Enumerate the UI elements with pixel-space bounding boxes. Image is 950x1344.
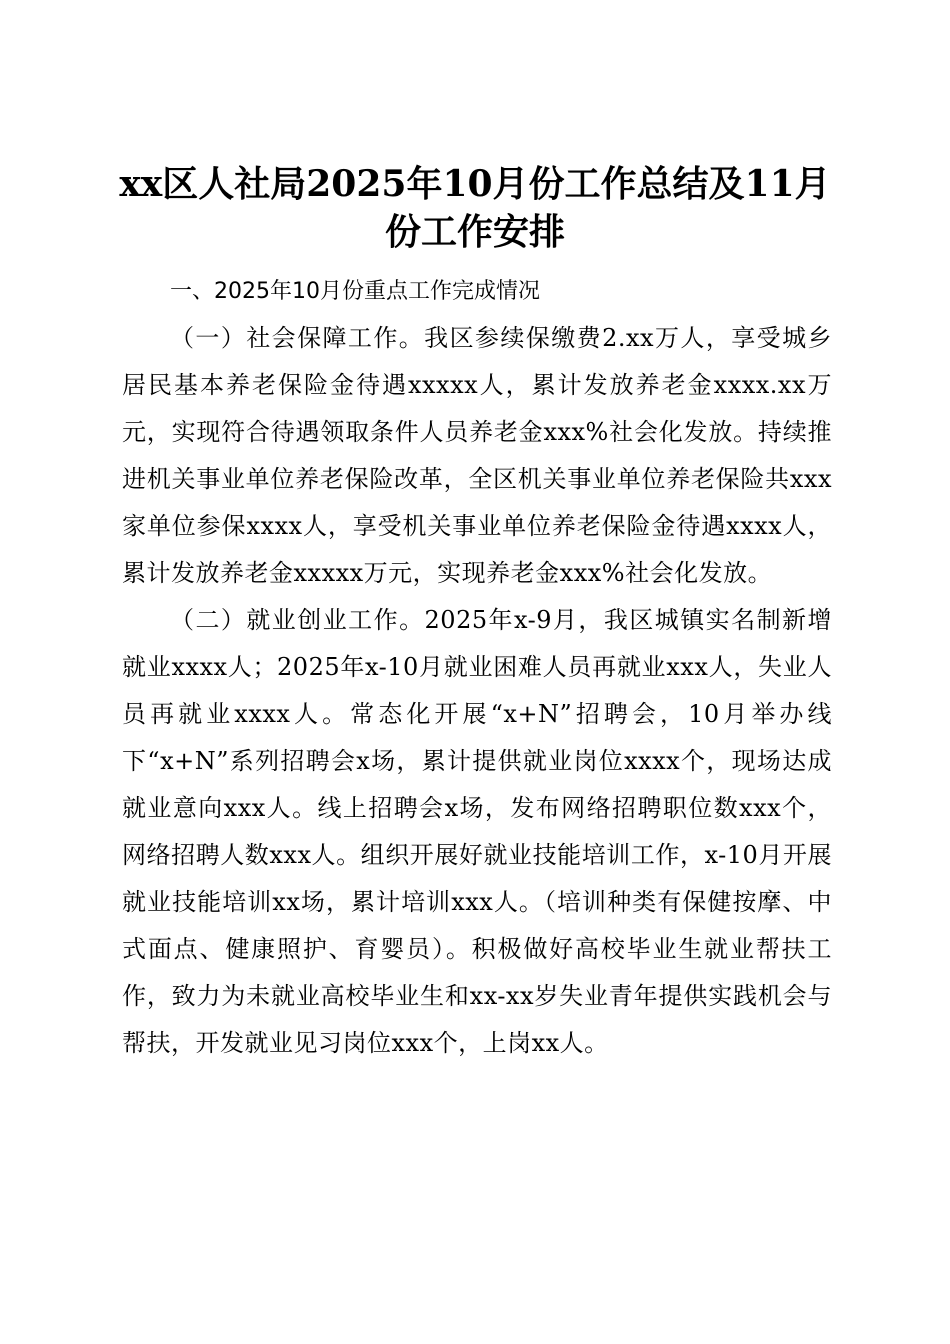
paragraph-employment: （二）就业创业工作。2025年x-9月，我区城镇实名制新增就业xxxx人；2025年x-10月就业困难人员再就业xxx人，失业人员再就业xxxx人。常态化开展“x+N”招聘会，10月举办线下“x+N”系列招聘会x场，累计提供就业岗位xxxx个，现场达成就业意向xxx人。线上招聘会x场，发布网络招聘职位数xxx个，网络招聘人数xxx人。组织开展好就业技能培训工作，x-10月开展就业技能培训xx场，累计培训xxx人。（培训种类有保健按摩、中式面点、健康照护、育婴员）。积极做好高校毕业生就业帮扶工作，致力为未就业高校毕业生和xx-xx岁失业青年提供实践机会与帮扶，开发就业见习岗位xxx个，上岗xx人。: [122, 606, 832, 1057]
section-heading: 一、2025年10月份重点工作完成情况: [170, 279, 540, 304]
title-line-1: xx区人社局2025年10月份工作总结及11月: [119, 163, 831, 206]
document-title: [100, 160, 850, 256]
title-line-2: 份工作安排: [384, 211, 565, 254]
document-body: [122, 268, 832, 1067]
paragraph-social-security: （一）社会保障工作。我区参续保缴费2.xx万人，享受城乡居民基本养老保险金待遇xxxxx人，累计发放养老金xxxx.xx万元，实现符合待遇领取条件人员养老金xxx%社会化发放。持续推进机关事业单位养老保险改革，全区机关事业单位养老保险共xxx家单位参保xxxx人，享受机关事业单位养老保险金待遇xxxx人，累计发放养老金xxxxx万元，实现养老金xxx%社会化发放。: [122, 324, 832, 587]
